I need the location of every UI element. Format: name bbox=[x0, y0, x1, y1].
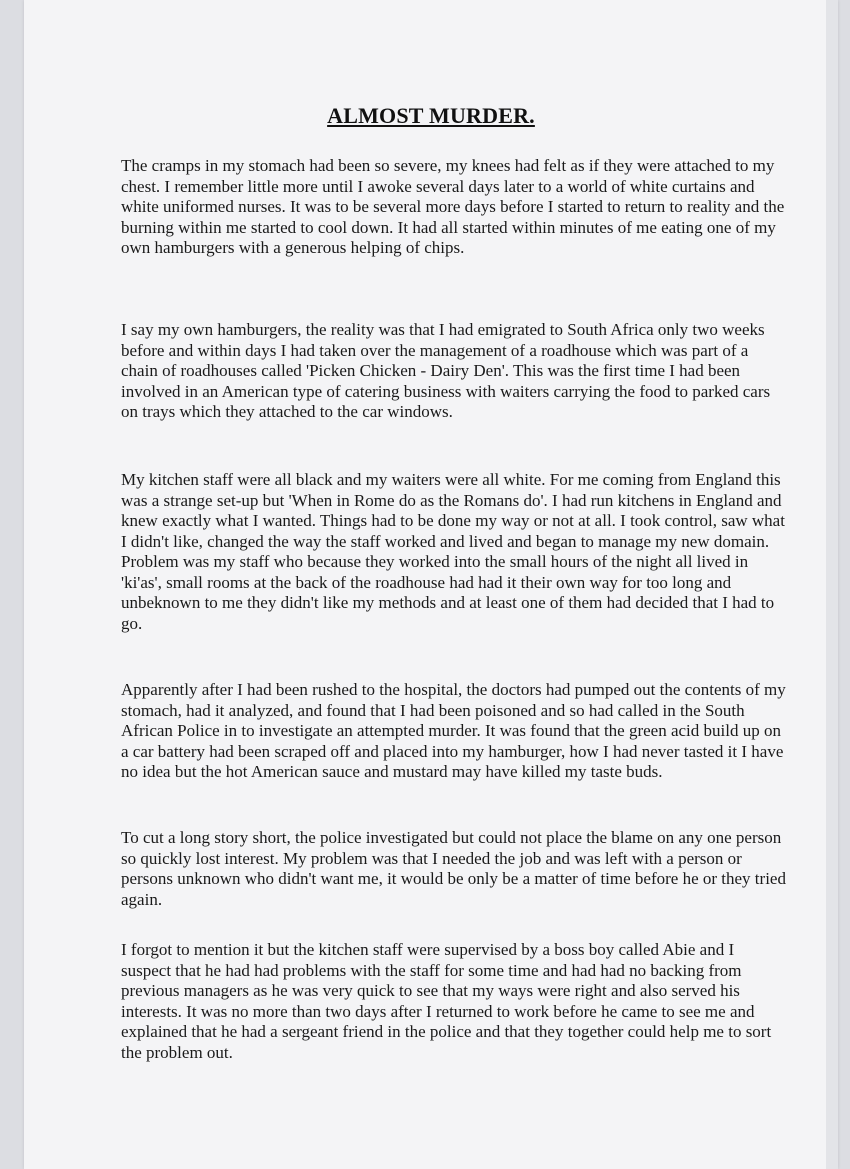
paragraph-5: To cut a long story short, the police investigated but could not place the blame on any one person so quickly lost interest. My problem was that I needed the job and was left with a person or persons unknown who didn't want me, it would be only be a matter of time before he or they tried again. bbox=[121, 828, 786, 909]
paragraph-2: I say my own hamburgers, the reality was that I had emigrated to South Africa only two weeks before and within days I had taken over the management of a roadhouse which was part of a chain of roadhouses called 'Picken Chicken - Dairy Den'. This was the first time I had been involved in an American type of catering business with waiters carrying the food to parked cars on trays which they attached to the car windows. bbox=[121, 320, 771, 421]
paragraph-6: I forgot to mention it but the kitchen staff were supervised by a boss boy called Abie and I suspect that he had had problems with the staff for some time and had had no backing from previous managers as he was very quick to see that my ways were right and also served his interests. It was no more than two days after I returned to work before he came to see me and explained that he had a sergeant friend in the police and that they together could help me to sort the problem out. bbox=[121, 940, 772, 1062]
paragraph-3: My kitchen staff were all black and my waiters were all white. For me coming from England this was a strange set-up but 'When in Rome do as the Romans do'. I had run kitchens in England and knew exactly what I wanted. Things had to be done my way or not at all. I took control, saw what I didn't like, changed the way the staff worked and lived and began to manage my new domain. Problem was my staff who because they worked into the small hours of the night all lived in 'ki'as', small rooms at the back of the roadhouse had had it their own way for too long and unbeknown to me they didn't like my methods and at least one of them had decided that I had to go. bbox=[121, 470, 785, 633]
paragraph-1: The cramps in my stomach had been so severe, my knees had felt as if they were attached to my chest. I remember little more until I awoke several days later to a world of white curtains and white uniformed nurses. It was to be several more days before I started to return to reality and the burning within me started to cool down. It had all started within minutes of me eating one of my own hamburgers with a generous helping of chips. bbox=[121, 156, 785, 257]
paragraph-4: Apparently after I had been rushed to the hospital, the doctors had pumped out the contents of my stomach, had it analyzed, and found that I had been poisoned and so had called in the South African Police in to investigate an attempted murder. It was found that the green acid build up on a car battery had been scraped off and placed into my hamburger, how I had never tasted it I have no idea but the hot American sauce and mustard may have killed my taste buds. bbox=[121, 680, 786, 781]
document-page bbox=[24, 0, 838, 1169]
document-title: ALMOST MURDER. bbox=[327, 103, 535, 128]
page-edge bbox=[826, 0, 838, 1169]
